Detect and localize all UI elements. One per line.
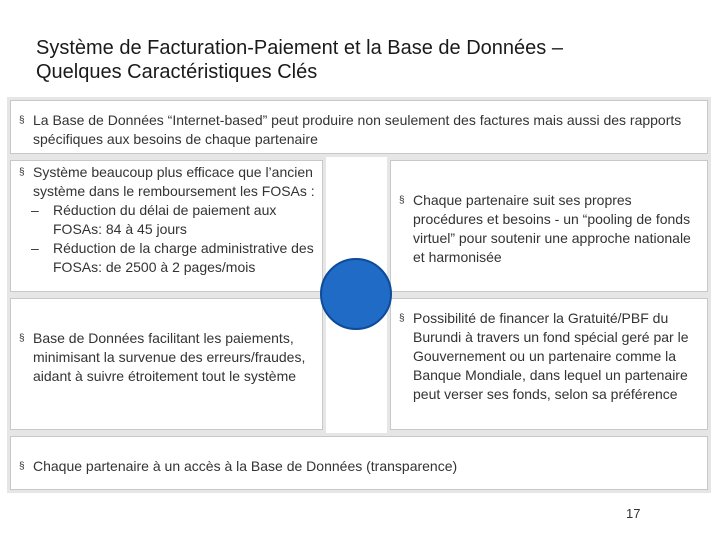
box-financing-possibility bbox=[390, 298, 708, 430]
bullet-text: La Base de Données “Internet-based” peut produire non seulement des factures mais aussi des rapports spécifiques aux besoins de chaque partenaire bbox=[33, 112, 682, 147]
bullet-item bbox=[397, 309, 701, 404]
slide-title-line-2: Quelques Caractéristiques Clés bbox=[36, 61, 318, 83]
bullet-text: Base de Données facilitant les paiements, minimisant la survenue des erreurs/fraudes, aidant à suivre étroitement tout le système bbox=[33, 330, 306, 384]
box-efficiency bbox=[10, 160, 323, 292]
slide-title-line-1: Système de Facturation-Paiement et la Base de Données – bbox=[36, 37, 563, 59]
bullet-item bbox=[17, 329, 316, 386]
bullet-item bbox=[17, 163, 316, 201]
sub-bullet-item bbox=[17, 201, 316, 239]
bullet-marker: § bbox=[19, 333, 25, 344]
bullet-item bbox=[17, 111, 701, 149]
bullet-marker: § bbox=[19, 115, 25, 126]
bullet-text: Système beaucoup plus efficace que l’ancien système dans le remboursement les FOSAs : bbox=[33, 164, 315, 199]
bullet-marker: § bbox=[399, 313, 405, 324]
sub-bullet-text: Réduction du délai de paiement aux FOSAs: 84 à 45 jours bbox=[53, 202, 277, 237]
bullet-marker: § bbox=[399, 195, 405, 206]
bullet-marker: § bbox=[19, 167, 25, 178]
sub-bullet-marker: – bbox=[31, 240, 39, 256]
bullet-marker: § bbox=[19, 461, 25, 472]
sub-bullet-marker: – bbox=[31, 202, 39, 218]
sub-bullet-text: Réduction de la charge administrative des FOSAs: de 2500 à 2 pages/mois bbox=[53, 240, 314, 275]
bullet-item bbox=[397, 191, 701, 267]
bullet-text: Possibilité de financer la Gratuité/PBF du Burundi à travers un fond spécial geré par le Gouvernement ou un partenaire comme la Banque Mondiale, dans lequel un partenaire peut verser ses fonds, selon sa préférence bbox=[413, 310, 689, 402]
box-database-reports bbox=[10, 100, 708, 154]
box-payment-facilitation bbox=[10, 298, 323, 430]
box-transparency bbox=[10, 436, 708, 490]
bullet-text: Chaque partenaire à un accès à la Base de Données (transparence) bbox=[33, 458, 458, 474]
bullet-text: Chaque partenaire suit ses propres procédures et besoins - un “pooling de fonds virtuel” pour soutenir une approche nationale et harmonisée bbox=[413, 192, 691, 265]
center-circle bbox=[320, 258, 392, 330]
page-number: 17 bbox=[626, 506, 641, 521]
sub-bullet-item bbox=[17, 239, 316, 277]
box-partner-procedures bbox=[390, 160, 708, 292]
slide-title bbox=[36, 36, 706, 84]
bullet-item bbox=[17, 457, 701, 476]
